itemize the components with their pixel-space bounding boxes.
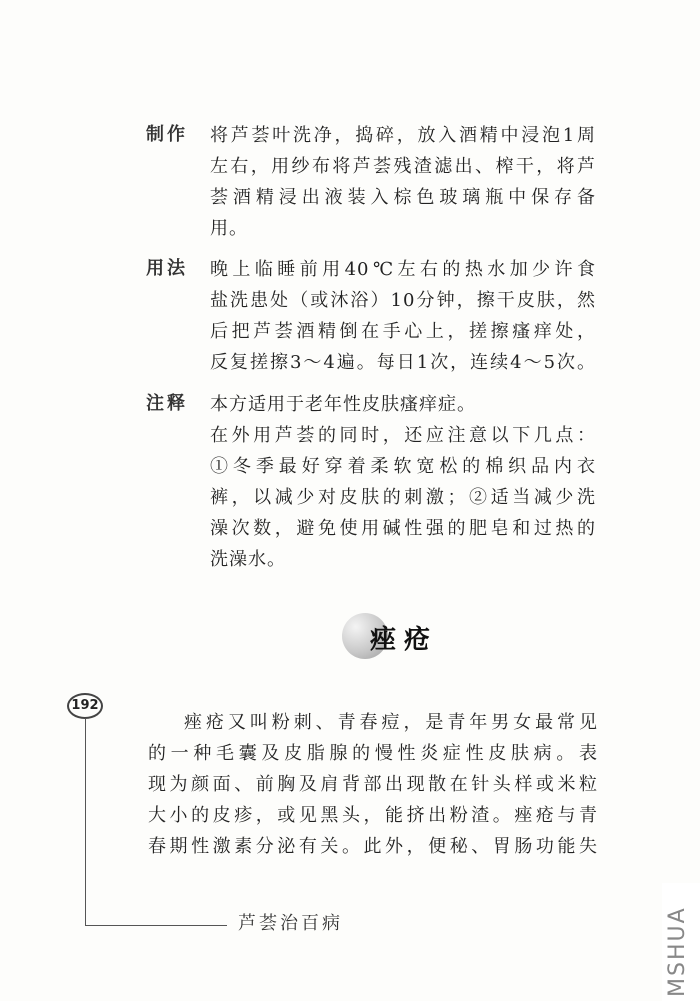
- text-line: 裤，以减少对皮肤的刺激；②适当减少洗: [210, 487, 596, 508]
- text-line: 本方适用于老年性皮肤瘙痒症。: [210, 394, 476, 415]
- entry-label: 用法: [146, 258, 188, 279]
- text-line: 反复搓擦3～4遍。每日1次，连续4～5次。: [210, 352, 596, 373]
- entry-label: 制作: [146, 124, 188, 145]
- text-line: 现为颜面、前胸及肩背部出现散在针头样或米粒: [148, 774, 598, 795]
- footer-rule: [85, 925, 227, 926]
- entry-zhizuo: [146, 120, 596, 244]
- text-line: 澡次数，避免使用碱性强的肥皂和过热的: [210, 518, 596, 539]
- text-line: ①冬季最好穿着柔软宽松的棉织品内衣: [210, 456, 596, 477]
- text-line: 用。: [210, 218, 248, 239]
- text-line: 左右，用纱布将芦荟残渣滤出、榨干，将芦: [210, 156, 596, 177]
- text-line: 洗澡水。: [210, 549, 286, 570]
- text-line: 后把芦荟酒精倒在手心上，搓擦瘙痒处，: [210, 321, 596, 342]
- text-line: 将芦荟叶洗净，捣碎，放入酒精中浸泡1周: [210, 125, 596, 146]
- watermark-text: MSHUA: [665, 906, 690, 997]
- entry-content: [210, 389, 596, 575]
- entry-content: [210, 254, 596, 378]
- entry-yongfa: [146, 254, 596, 378]
- body-paragraph: [148, 707, 598, 862]
- text-line: 大小的皮疹，或见黑头，能挤出粉渣。痤疮与青: [148, 805, 598, 826]
- text-line: 晚上临睡前用40℃左右的热水加少许食: [210, 259, 596, 280]
- text-line: 的一种毛囊及皮脂腺的慢性炎症性皮肤病。表: [148, 743, 598, 764]
- text-line: 痤疮又叫粉刺、青春痘，是青年男女最常见: [184, 712, 598, 733]
- page-number-badge: 192: [67, 693, 103, 719]
- entry-content: [210, 120, 596, 244]
- entry-label: 注释: [146, 393, 188, 414]
- text-line: 荟酒精浸出液装入棕色玻璃瓶中保存备: [210, 187, 596, 208]
- running-footer-title: 芦荟治百病: [238, 913, 343, 934]
- section-title: 痤疮: [370, 625, 439, 655]
- text-line: 春期性激素分泌有关。此外，便秘、胃肠功能失: [148, 836, 598, 857]
- watermark: [662, 883, 700, 1001]
- section-heading: [342, 613, 462, 659]
- text-line: 盐洗患处（或沐浴）10分钟，擦干皮肤，然: [210, 290, 596, 311]
- entry-zhushi: [146, 389, 596, 575]
- margin-vertical-rule: [85, 718, 86, 926]
- text-line: 在外用芦荟的同时，还应注意以下几点：: [210, 425, 596, 446]
